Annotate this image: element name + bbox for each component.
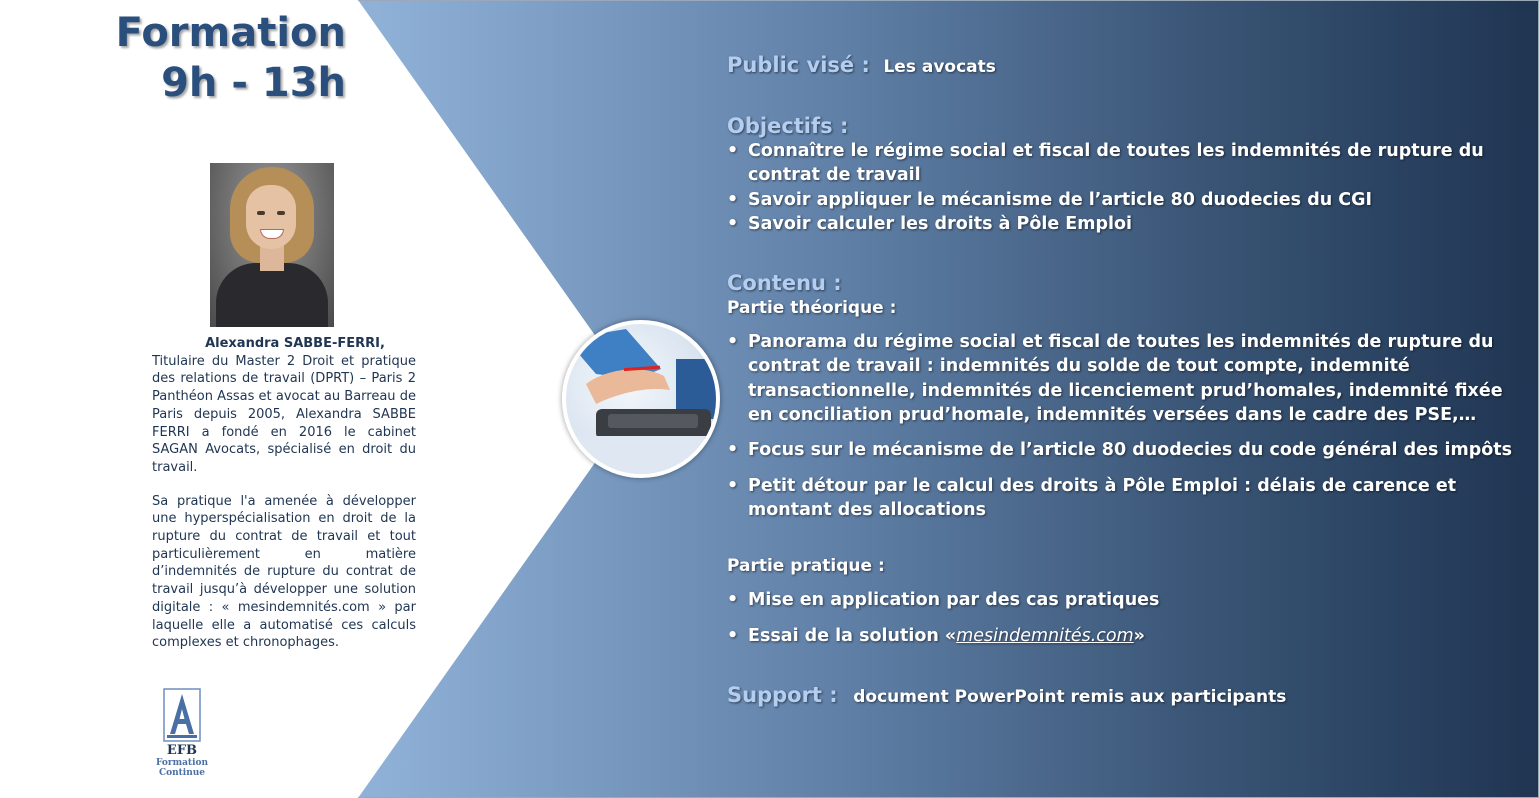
speaker-name: Alexandra SABBE-FERRI, [205, 336, 385, 351]
contenu-label: Contenu : [727, 271, 842, 296]
page-title [116, 8, 346, 108]
list-item: • Savoir appliquer le mécanisme de l’article 80 duodecies du CGI [727, 189, 1372, 210]
public-label: Public visé : [727, 53, 870, 77]
list-item: • Savoir calculer les droits à Pôle Emploi [727, 213, 1133, 234]
public-section [727, 52, 1517, 79]
list-item: • Petit détour par le calcul des droits à Pôle Emploi : délais de carence et montant des allocations [727, 475, 1457, 520]
logo-text-formation: Formation [155, 758, 209, 768]
mesindemnites-link[interactable]: mesindemnités.com [956, 625, 1134, 646]
illustration-image [562, 320, 720, 478]
support-label: Support : [727, 682, 838, 707]
bio-paragraph-1: Titulaire du Master 2 Droit et pratique des relations de travail (DPRT) – Paris 2 Panthéon Assas et avocat au Barreau de Paris depuis 2005, Alexandra SABBE FERRI a fondé en 2016 le cabinet SAGAN Avocats, spécialisé en droit du travail. [152, 353, 416, 475]
list-item: • Mise en application par des cas pratiques [727, 590, 1160, 611]
theorique-label: Partie théorique : [727, 298, 897, 319]
title-line1: Formation [115, 10, 346, 56]
efb-logo-icon [163, 688, 201, 742]
support-section [727, 682, 1517, 709]
public-value: Les avocats [883, 57, 996, 77]
logo-text-efb: EFB [166, 743, 198, 758]
support-value: document PowerPoint remis aux participants [853, 686, 1287, 707]
title-line2: 9h - 13h [161, 60, 346, 106]
office-scene-illustration [566, 324, 716, 474]
pratique-list [727, 588, 1517, 648]
course-content [727, 52, 1517, 709]
contenu-section [727, 270, 1517, 648]
objectifs-list [727, 139, 1517, 236]
list-item: • Essai de la solution «mesindemnités.com» [727, 625, 1145, 646]
bio-paragraph-2: Sa pratique l'a amenée à développer une hyperspécialisation en droit de la rupture du contrat de travail et tout particulièrement en matière d’indemnités de rupture du contrat de travail jusqu’à développer une solution digitale : « mesindemnités.com » par laquelle elle a automatisé ces calculs complexes et chronophages. [152, 493, 416, 651]
logo-text-continue: Continue [158, 768, 206, 778]
speaker-bio [152, 335, 416, 652]
efb-logo [152, 688, 212, 784]
theorique-list [727, 330, 1517, 522]
speaker-photo [210, 163, 334, 327]
objectifs-section [727, 113, 1517, 236]
list-item: • Connaître le régime social et fiscal de toutes les indemnités de rupture du contrat de travail [727, 141, 1484, 186]
list-item: • Focus sur le mécanisme de l’article 80 duodecies du code général des impôts [727, 440, 1513, 461]
list-item: • Panorama du régime social et fiscal de toutes les indemnités de rupture du contrat de travail : indemnités du solde de tout compte, indemnité transactionnelle, indemnités de licenciement prud’homales, indemnité fixée en conciliation prud’homale, indemnités versées dans le cadre des PSE,… [727, 332, 1503, 426]
objectifs-label: Objectifs : [727, 114, 849, 138]
pratique-label: Partie pratique : [727, 556, 885, 577]
